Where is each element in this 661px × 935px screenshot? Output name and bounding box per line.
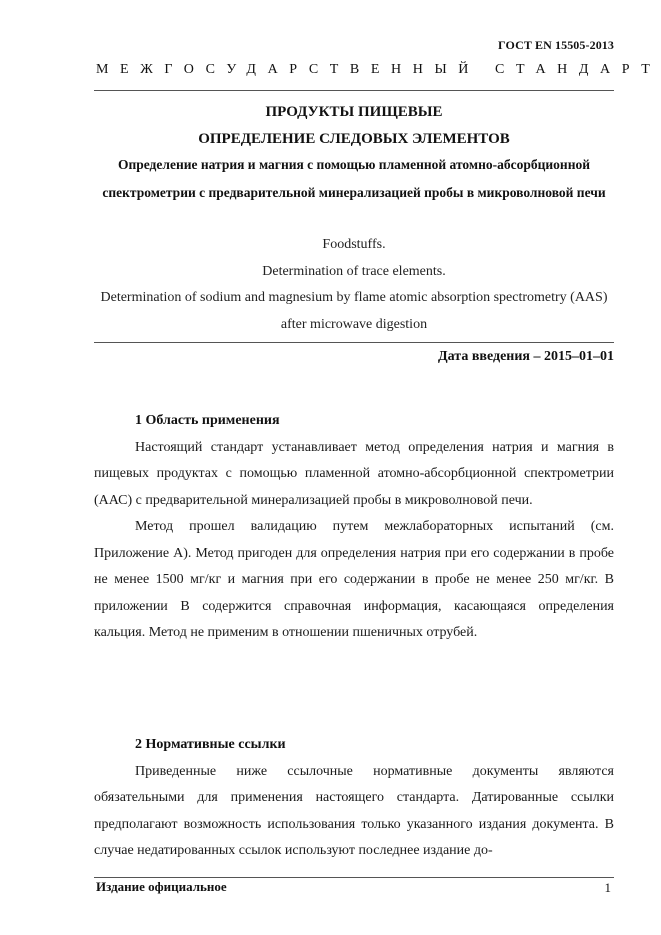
title-divider <box>94 342 614 343</box>
page-number: 1 <box>604 880 611 895</box>
section-heading: 1 Область применения <box>135 413 280 428</box>
english-title-line-2: Determination of trace elements. <box>262 263 446 279</box>
paragraph: Приведенные ниже ссылочные нормативные документы являются обязательными для применения настоящего стандарта. Датированные ссылки предполагают возможность использования только указанного издания документа. В случае недатированных ссылок используют последнее издание до- <box>94 763 614 858</box>
section-normative-references <box>94 732 614 865</box>
english-title-line-3: Determination of sodium and magnesium by flame atomic absorption spectrometry (AAS) after microwave digestion <box>100 290 608 332</box>
russian-title <box>94 99 614 153</box>
official-edition-label: Издание официальное <box>96 879 227 894</box>
section-heading: 2 Нормативные ссылки <box>135 737 286 752</box>
section-scope <box>94 408 614 647</box>
english-title-line-1: Foodstuffs. <box>322 237 386 252</box>
standard-type-title: МЕЖГОСУДАРСТВЕННЫЙ СТАНДАРТ <box>96 62 661 77</box>
english-title <box>94 232 614 338</box>
russian-title-line-2: ОПРЕДЕЛЕНИЕ СЛЕДОВЫХ ЭЛЕМЕНТОВ <box>198 131 510 147</box>
russian-subtitle: Определение натрия и магния с помощью пламенной атомно-абсорбционной спектрометрии с предварительной минерализацией пробы в микроволновой печи <box>102 157 606 200</box>
russian-title-line-1: ПРОДУКТЫ ПИЩЕВЫЕ <box>265 104 443 120</box>
paragraph: Настоящий стандарт устанавливает метод определения натрия и магния в пищевых продуктах с помощью пламенной атомно-абсорбционной спектрометрии (ААС) с предварительной минерализацией пробы в микроволновой печи. <box>94 439 614 508</box>
top-divider <box>94 90 614 91</box>
document-code: ГОСТ EN 15505-2013 <box>498 38 614 52</box>
paragraph: Метод прошел валидацию путем межлабораторных испытаний (см. Приложение А). Метод пригоден для определения натрия при его содержании в пробе не менее 1500 мг/кг и магния при его содержании в пробе не менее 250 мг/кг. В приложении В содержится справочная информация, касающаяся определения кальция. Метод не применим в отношении пшеничных отрубей. <box>94 519 614 640</box>
footer-divider <box>94 877 614 878</box>
introduction-date: Дата введения – 2015–01–01 <box>438 349 614 364</box>
